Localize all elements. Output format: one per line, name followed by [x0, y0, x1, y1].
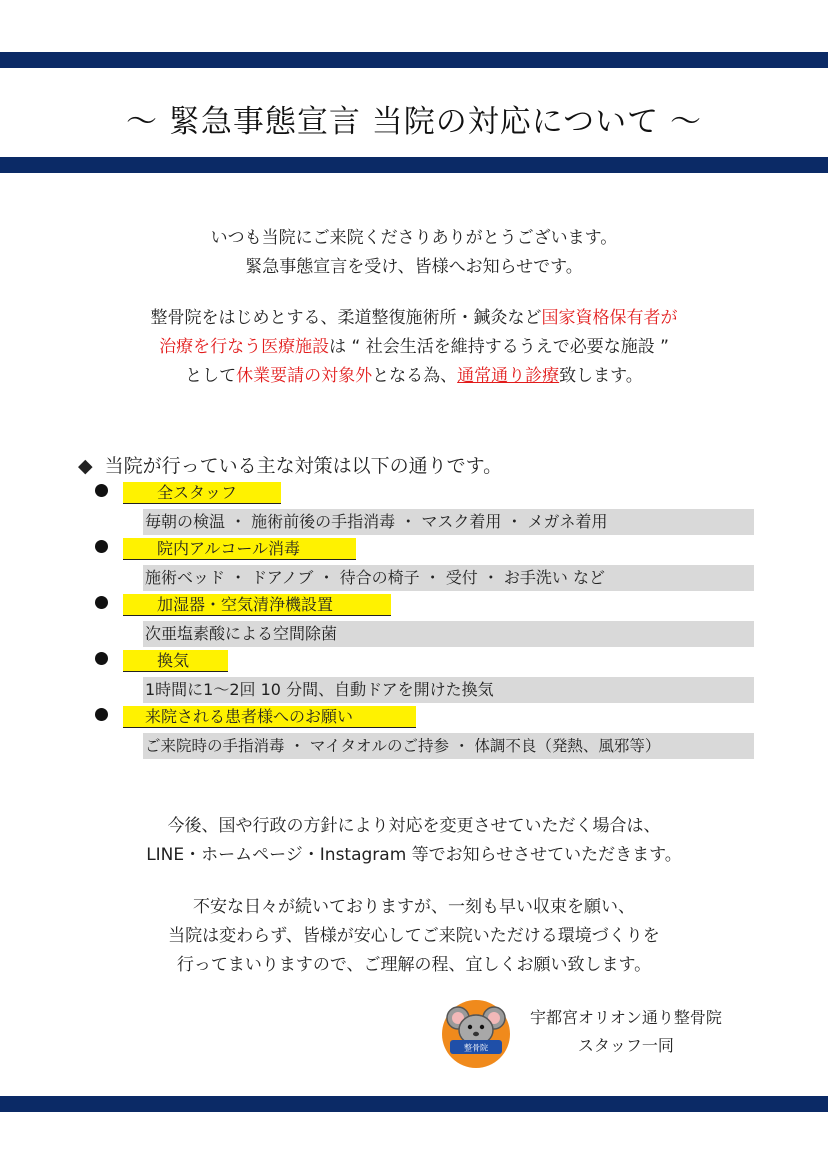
page-title: ～ 緊急事態宣言 当院の対応について ～ — [126, 104, 702, 140]
closing-line-1: 不安な日々が続いておりますが、一刻も早い収束を願い、 — [193, 897, 635, 917]
future-notice — [0, 812, 828, 870]
notice-line-3 — [0, 362, 828, 391]
notice — [0, 304, 828, 391]
top-navy-bar — [0, 52, 828, 68]
notice-text: として — [185, 366, 237, 386]
closing-line-2: 当院は変わらず、皆様が安心してご来院いただける環境づくりを — [168, 926, 660, 946]
notice-text: は “ 社会生活を維持するうえで必要な施設 ” — [329, 337, 669, 357]
future-line-1: 今後、国や行政の方針により対応を変更させていただく場合は、 — [167, 816, 661, 836]
measure-description: 次亜塩素酸による空間除菌 — [143, 621, 754, 647]
bullet-icon — [95, 484, 108, 497]
staff-signature: スタッフ一同 — [577, 1036, 674, 1055]
notice-highlight: 国家資格保有者が — [541, 308, 678, 328]
diamond-icon: ◆ — [78, 455, 93, 477]
measure-description: 毎朝の検温 ・ 施術前後の手指消毒 ・ マスク着用 ・ メガネ着用 — [143, 509, 754, 535]
measure-description: 1時間に1～2回 10 分間、自動ドアを開けた換気 — [143, 677, 754, 703]
bullet-icon — [95, 540, 108, 553]
greeting-line-2: 緊急事態宣言を受け、皆様へお知らせです。 — [245, 257, 583, 277]
greeting — [0, 224, 828, 282]
measure-description: 施術ベッド ・ ドアノブ ・ 待合の椅子 ・ 受付 ・ お手洗い など — [143, 565, 754, 591]
notice-line-1 — [0, 304, 828, 333]
measures-heading-text: 当院が行っている主な対策は以下の通りです。 — [104, 455, 503, 477]
clinic-name: 宇都宮オリオン通り整骨院 — [530, 1008, 722, 1027]
measure-label: 来院される患者様へのお願い — [123, 706, 416, 728]
measure-description: ご来院時の手指消毒 ・ マイタオルのご持参 ・ 体調不良（発熱、風邪等） — [143, 733, 754, 759]
bullet-icon — [95, 596, 108, 609]
bullet-icon — [95, 708, 108, 721]
notice-line-2 — [0, 333, 828, 362]
measure-label: 換気 — [123, 650, 228, 672]
notice-text: 致します。 — [559, 366, 643, 386]
future-line-2: LINE・ホームページ・Instagram 等でお知らせさせていただきます。 — [146, 845, 682, 865]
signature — [530, 1004, 722, 1060]
mascot-mouse-logo — [440, 996, 512, 1068]
bullet-icon — [95, 652, 108, 665]
closing-message — [0, 893, 828, 980]
notice-highlight: 休業要請の対象外 — [236, 366, 373, 386]
measures-heading — [78, 451, 502, 478]
closing-line-3: 行ってまいりますので、ご理解の程、宜しくお願い致します。 — [176, 955, 652, 975]
measure-label: 院内アルコール消毒 — [123, 538, 356, 560]
notice-highlight: 治療を行なう医療施設 — [159, 337, 330, 357]
greeting-line-1: いつも当院にご来院くださりありがとうございます。 — [210, 228, 618, 248]
notice-text: 整骨院をはじめとする、柔道整復施術所・鍼灸など — [150, 308, 542, 328]
title-underline-bar — [0, 157, 828, 173]
notice-text: となる為、 — [372, 366, 458, 386]
logo-text: 整骨院 — [464, 1043, 488, 1053]
bottom-navy-bar — [0, 1096, 828, 1112]
notice-highlight-underlined: 通常通り診療 — [457, 366, 560, 386]
measure-label: 加湿器・空気清浄機設置 — [123, 594, 391, 616]
measure-label: 全スタッフ — [123, 482, 281, 504]
